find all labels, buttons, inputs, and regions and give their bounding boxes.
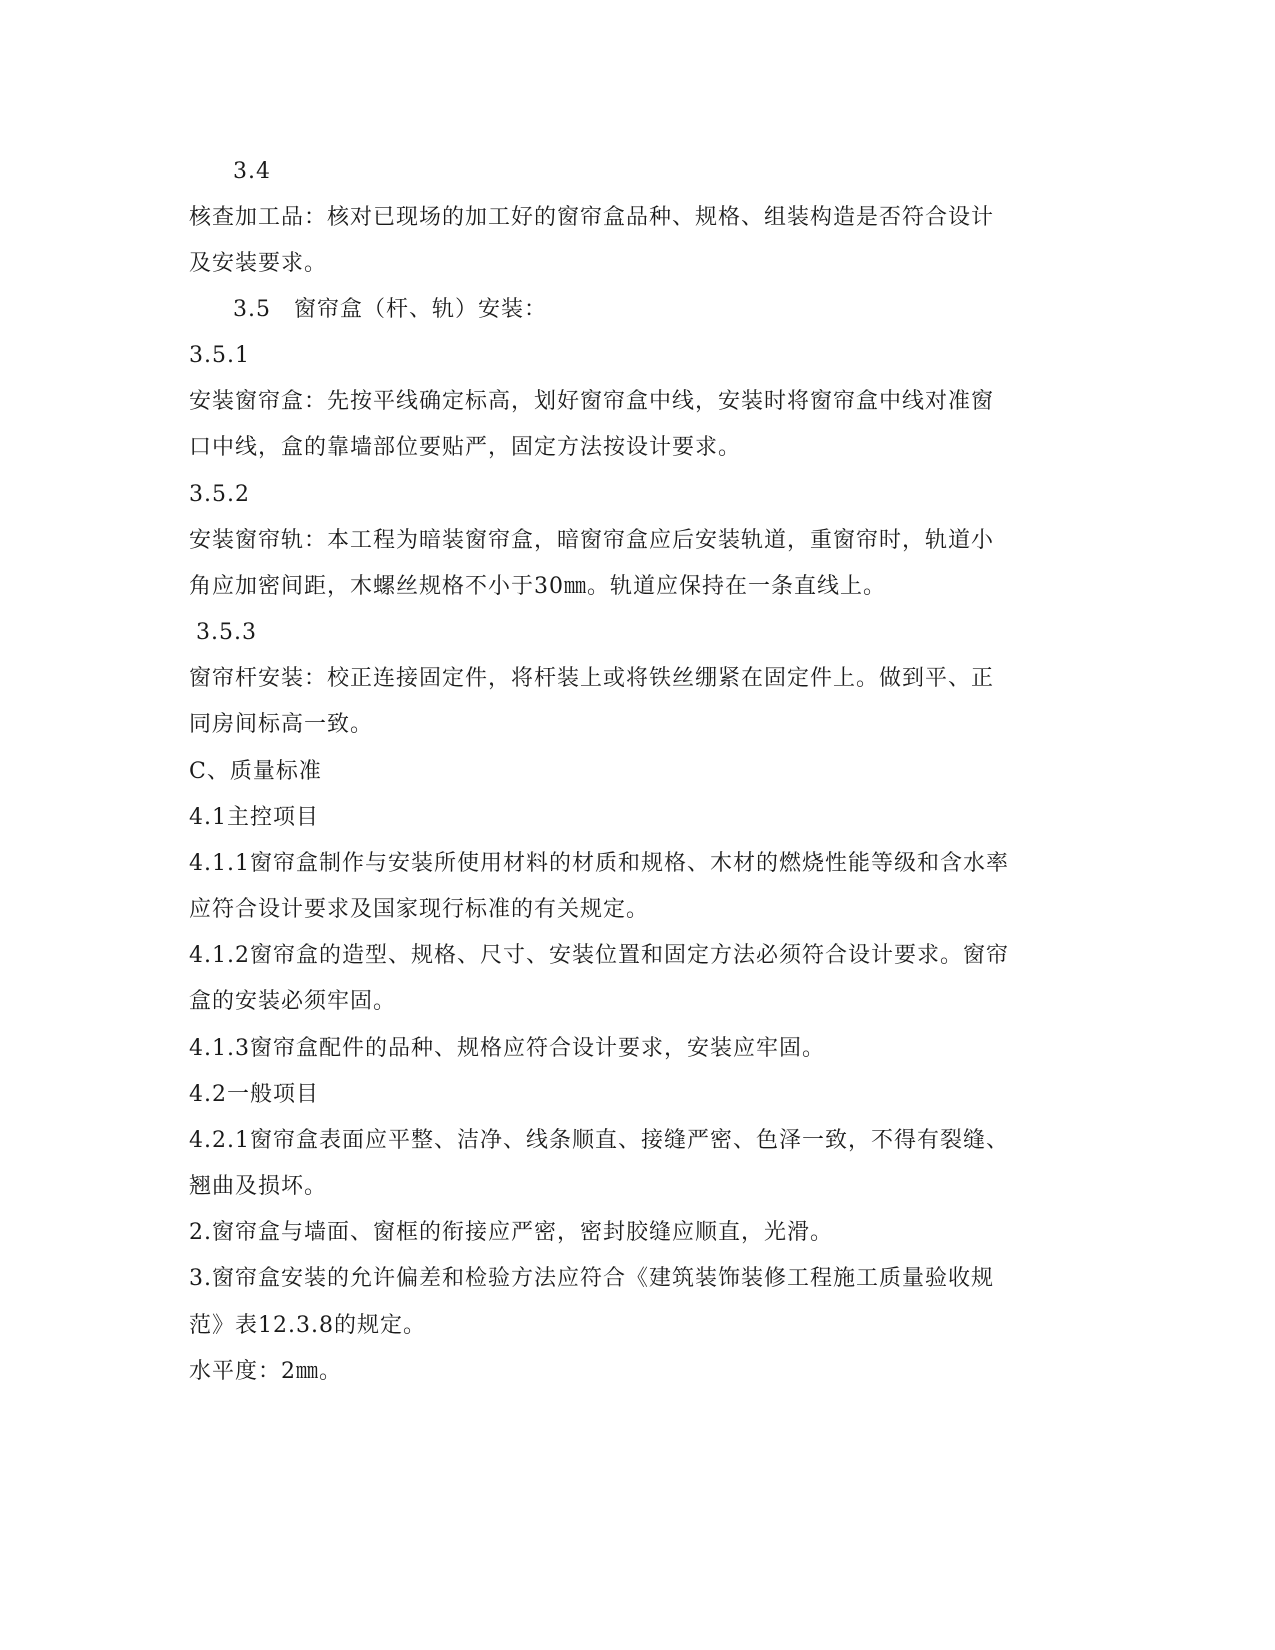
paragraph-line: 4.2.1窗帘盒表面应平整、洁净、线条顺直、接缝严密、色泽一致，不得有裂缝、 — [189, 1128, 1009, 1153]
paragraph-line: 水平度：2㎜。 — [189, 1359, 342, 1384]
heading-3-5-1: 3.5.1 — [189, 343, 250, 368]
heading-3-5-2: 3.5.2 — [189, 482, 250, 507]
paragraph-line: 3.窗帘盒安装的允许偏差和检验方法应符合《建筑装饰装修工程施工质量验收规 — [189, 1266, 994, 1291]
paragraph-line: 4.1.2窗帘盒的造型、规格、尺寸、安装位置和固定方法必须符合设计要求。窗帘 — [189, 943, 1009, 968]
paragraph-line: 4.1.3窗帘盒配件的品种、规格应符合设计要求，安装应牢固。 — [189, 1036, 825, 1061]
paragraph-line: 角应加密间距，木螺丝规格不小于30㎜。轨道应保持在一条直线上。 — [189, 574, 886, 599]
paragraph-line: 范》表12.3.8的规定。 — [189, 1313, 426, 1338]
paragraph-line: 同房间标高一致。 — [189, 712, 374, 737]
heading-3-5: 3.5 窗帘盒（杆、轨）安装： — [233, 297, 547, 322]
paragraph-line: 口中线，盒的靠墙部位要贴严，固定方法按设计要求。 — [189, 435, 742, 460]
paragraph-line: 2.窗帘盒与墙面、窗框的衔接应严密，密封胶缝应顺直，光滑。 — [189, 1220, 833, 1245]
paragraph-line: 窗帘杆安装：校正连接固定件，将杆装上或将铁丝绷紧在固定件上。做到平、正 — [189, 666, 995, 691]
heading-3-4: 3.4 — [233, 159, 271, 184]
paragraph-line: 4.1.1窗帘盒制作与安装所使用材料的材质和规格、木材的燃烧性能等级和含水率 — [189, 851, 1009, 876]
heading-4-1: 4.1主控项目 — [189, 805, 319, 830]
paragraph-line: 应符合设计要求及国家现行标准的有关规定。 — [189, 897, 650, 922]
heading-3-5-3: 3.5.3 — [196, 620, 257, 645]
paragraph-line: 安装窗帘盒：先按平线确定标高，划好窗帘盒中线，安装时将窗帘盒中线对准窗 — [189, 389, 995, 414]
section-heading-quality: C、质量标准 — [189, 759, 322, 784]
paragraph-line: 核查加工品：核对已现场的加工好的窗帘盒品种、规格、组装构造是否符合设计 — [189, 205, 995, 230]
paragraph-line: 安装窗帘轨：本工程为暗装窗帘盒，暗窗帘盒应后安装轨道，重窗帘时，轨道小 — [189, 528, 995, 553]
paragraph-line: 翘曲及损坏。 — [189, 1174, 328, 1199]
paragraph-line: 盒的安装必须牢固。 — [189, 989, 397, 1014]
heading-4-2: 4.2一般项目 — [189, 1082, 319, 1107]
paragraph-line: 及安装要求。 — [189, 251, 328, 276]
